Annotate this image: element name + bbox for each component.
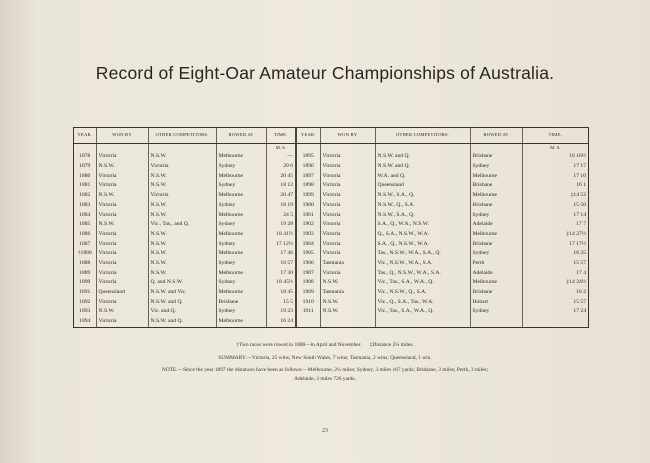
table-header-row	[74, 128, 588, 144]
header-year: YEAR.	[296, 128, 320, 144]
cell-other-competitors: Vic., N.S.W., W.A., S.A.	[375, 259, 470, 269]
cell-won-by: Queensland	[96, 288, 148, 298]
cell-rowed-at: Melbourne	[216, 172, 266, 182]
cell-year: 1896	[296, 162, 320, 172]
cell-other-competitors: Q. and N.S.W.	[148, 278, 216, 288]
cell-rowed-at: Sydney	[216, 220, 266, 230]
table-row	[74, 162, 588, 172]
cell-time: 18 12	[266, 181, 296, 191]
time-units: M. S.	[266, 144, 296, 153]
cell-other-competitors: N.S.W.	[148, 152, 216, 162]
cell-year: 1903	[296, 230, 320, 240]
cell-won-by: Tasmania	[320, 259, 375, 269]
cell-time: ‡14 52	[570, 192, 586, 199]
cell-rowed-at: Sydney	[216, 307, 266, 317]
cell-time: 20 6	[266, 162, 296, 172]
cell-other-competitors: Vic., N.S.W., Q., S.A.	[375, 288, 470, 298]
cell-time: 19 28	[266, 220, 296, 230]
cell-time: 20 47	[266, 191, 296, 201]
cell-year: 1879	[74, 162, 96, 172]
cell-time: 18 41½	[266, 230, 296, 240]
cell-time: 17 17½	[569, 240, 586, 247]
cell-time: 16 57	[266, 259, 296, 269]
cell-rowed-at: Melbourne	[216, 230, 266, 240]
table-row	[74, 230, 588, 240]
cell-won-by: Victoria	[320, 269, 375, 279]
cell-won-by: N.S.W.	[96, 191, 148, 201]
cell-year: 1889	[74, 269, 96, 279]
cell-won-by: Victoria	[96, 298, 148, 308]
table-row	[74, 191, 588, 201]
table-row	[74, 288, 588, 298]
cell-year: 1882	[74, 191, 96, 201]
table-row	[74, 317, 588, 327]
header-time: TIME.	[522, 128, 588, 144]
cell-time: 17 30	[266, 269, 296, 279]
header-rowed-at: ROWED AT	[216, 128, 266, 144]
cell-rowed-at: Melbourne	[470, 172, 522, 182]
cell-won-by: Victoria	[96, 230, 148, 240]
cell-time: 15 5	[266, 298, 296, 308]
cell-time: 20 45	[266, 172, 296, 182]
table-row	[74, 278, 588, 288]
cell-rowed-at: Melbourne	[216, 211, 266, 221]
cell-rowed-at	[470, 317, 522, 327]
cell-year: 1895	[296, 152, 320, 162]
cell-time: 17 17	[573, 163, 586, 170]
cell-other-competitors: Tas., Q., N.S.W., W.A., S.A.	[375, 269, 470, 279]
cell-won-by: Victoria	[320, 162, 375, 172]
cell-other-competitors: Vic. and Q.	[148, 307, 216, 317]
cell-other-competitors: N.S.W.	[148, 240, 216, 250]
cell-other-competitors: N.S.W. and Q.	[148, 317, 216, 327]
cell-year: 1901	[296, 211, 320, 221]
cell-won-by: Victoria	[96, 240, 148, 250]
cell-year: 1897	[296, 172, 320, 182]
cell-won-by	[320, 317, 375, 327]
cell-time: 18 45½	[266, 278, 296, 288]
cell-rowed-at: Melbourne	[216, 269, 266, 279]
cell-time: 15 57	[573, 298, 586, 305]
table-row	[74, 269, 588, 279]
cell-year: 1888	[74, 259, 96, 269]
table-row	[74, 307, 588, 317]
cell-other-competitors: Vic., Tas., and Q.	[148, 220, 216, 230]
note-line-1: NOTE.—Since the year 1897 the distances have been as follows:—Melbourne, 2¼ miles; Sydney, 3 miles 167 yards; Brisbane, 3 miles; Perth, 3 miles;	[161, 367, 489, 373]
cell-won-by: Victoria	[320, 230, 375, 240]
cell-year: 1905	[296, 249, 320, 259]
cell-rowed-at: Brisbane	[216, 298, 266, 308]
cell-time: 18 19	[266, 201, 296, 211]
cell-rowed-at: Sydney	[216, 201, 266, 211]
cell-year: 1911	[296, 307, 320, 317]
cell-time: 17 12½	[266, 240, 296, 250]
cell-rowed-at: Brisbane	[470, 288, 522, 298]
cell-rowed-at: Sydney	[470, 249, 522, 259]
cell-other-competitors: N.S.W.	[148, 211, 216, 221]
cell-other-competitors: N.S.W., S.A., Q.	[375, 191, 470, 201]
cell-won-by: Victoria	[320, 172, 375, 182]
cell-rowed-at: Melbourne	[216, 191, 266, 201]
cell-won-by: Victoria	[96, 152, 148, 162]
cell-year	[296, 317, 320, 327]
cell-other-competitors	[375, 317, 470, 327]
cell-rowed-at: Melbourne	[216, 249, 266, 259]
cell-other-competitors: N.S.W.	[148, 259, 216, 269]
header-other-competitors: OTHER COMPETITORS.	[375, 128, 470, 144]
table-row	[74, 220, 588, 230]
cell-rowed-at: Sydney	[470, 162, 522, 172]
cell-year: 1906	[296, 259, 320, 269]
cell-other-competitors: N.S.W. and Vic.	[148, 288, 216, 298]
cell-other-competitors: Tas., N.S.W., W.A., S.A., Q.	[375, 249, 470, 259]
cell-won-by: N.S.W.	[320, 278, 375, 288]
cell-won-by: Victoria	[96, 201, 148, 211]
cell-other-competitors: N.S.W.	[148, 201, 216, 211]
page-number: 23	[322, 428, 328, 434]
cell-other-competitors: N.S.W. and Q.	[375, 152, 470, 162]
cell-time: 17 4	[576, 269, 586, 276]
cell-rowed-at: Hobart	[470, 298, 522, 308]
cell-other-competitors: S.A., Q., W.A., N.S.W.	[375, 220, 470, 230]
header-won-by: WON BY	[320, 128, 375, 144]
cell-other-competitors: Queensland	[375, 181, 470, 191]
note-line-2: Adelaide, 3 miles 726 yards.	[294, 376, 356, 382]
cell-won-by: Victoria	[320, 249, 375, 259]
cell-won-by: Victoria	[320, 152, 375, 162]
cell-year: 1898	[296, 181, 320, 191]
cell-rowed-at: Brisbane	[470, 240, 522, 250]
cell-year: 1885	[74, 220, 96, 230]
table-row	[74, 201, 588, 211]
header-time: TIME.	[266, 128, 296, 144]
cell-rowed-at: Sydney	[470, 211, 522, 221]
cell-rowed-at: Sydney	[216, 259, 266, 269]
cell-rowed-at: Sydney	[216, 278, 266, 288]
cell-year: 1907	[296, 269, 320, 279]
cell-won-by: Victoria	[96, 172, 148, 182]
table-row	[74, 181, 588, 191]
cell-rowed-at: Melbourne	[216, 152, 266, 162]
cell-rowed-at: Melbourne	[216, 317, 266, 327]
cell-time: 18 45	[266, 288, 296, 298]
cell-year: 1893	[74, 307, 96, 317]
cell-time: 17 14	[573, 211, 586, 218]
cell-other-competitors: Q., S.A., N.S.W., W.A.	[375, 230, 470, 240]
cell-year: 1880	[74, 172, 96, 182]
table-row	[74, 298, 588, 308]
cell-other-competitors: Vic., Tas., S.A., W.A., Q.	[375, 307, 470, 317]
cell-rowed-at: Brisbane	[470, 152, 522, 162]
table-row	[74, 172, 588, 182]
cell-year: 1899	[296, 191, 320, 201]
cell-other-competitors: Vic., Q., S.A., Tas., W.A.	[375, 298, 470, 308]
cell-won-by: N.S.W.	[320, 307, 375, 317]
cell-other-competitors: N.S.W. and Q.	[375, 162, 470, 172]
cell-other-competitors: N.S.W.	[148, 230, 216, 240]
cell-rowed-at: Brisbane	[470, 201, 522, 211]
cell-won-by: Victoria	[320, 191, 375, 201]
cell-other-competitors: Victoria	[148, 191, 216, 201]
table-row	[74, 259, 588, 269]
cell-rowed-at: Adelaide	[470, 269, 522, 279]
cell-rowed-at: Sydney	[216, 240, 266, 250]
cell-won-by: Victoria	[96, 211, 148, 221]
cell-year: 1886	[74, 230, 96, 240]
cell-time	[522, 317, 588, 327]
header-rowed-at: ROWED AT	[470, 128, 522, 144]
cell-time: —	[266, 152, 296, 162]
cell-won-by: Victoria	[96, 278, 148, 288]
cell-rowed-at: Perth	[470, 259, 522, 269]
cell-won-by: Victoria	[320, 240, 375, 250]
cell-rowed-at: Melbourne	[470, 230, 522, 240]
cell-time: 16 24	[266, 317, 296, 327]
page-title: Record of Eight-Oar Amateur Championships of Australia.	[95, 63, 555, 83]
cell-time: 16 16½	[569, 153, 586, 160]
cell-won-by: Victoria	[96, 269, 148, 279]
cell-year: †1888	[74, 249, 96, 259]
cell-time: 17 46	[266, 249, 296, 259]
cell-year: 1904	[296, 240, 320, 250]
time-units: M. S.	[550, 144, 561, 150]
cell-other-competitors: N.S.W., Q., S.A.	[375, 201, 470, 211]
cell-year: 1883	[74, 201, 96, 211]
table-row	[74, 240, 588, 250]
header-year: YEAR.	[74, 128, 96, 144]
cell-other-competitors: N.S.W., S.A., Q.	[375, 211, 470, 221]
footnote-line	[0, 342, 650, 348]
cell-time: 17 24	[573, 308, 586, 315]
cell-rowed-at: Brisbane	[470, 181, 522, 191]
cell-rowed-at: Sydney	[216, 162, 266, 172]
cell-rowed-at: Sydney	[216, 181, 266, 191]
cell-year: 1908	[296, 278, 320, 288]
cell-year: 1887	[74, 240, 96, 250]
cell-year: 1890	[74, 278, 96, 288]
cell-year: 1900	[296, 201, 320, 211]
championship-table	[73, 127, 589, 328]
cell-won-by: Victoria	[96, 249, 148, 259]
cell-time: 17 7	[576, 221, 586, 228]
cell-won-by: Victoria	[320, 220, 375, 230]
cell-other-competitors: N.S.W.	[148, 269, 216, 279]
cell-year: 1909	[296, 288, 320, 298]
table-row	[74, 249, 588, 259]
cell-won-by: Victoria	[320, 201, 375, 211]
cell-won-by: N.S.W.	[96, 307, 148, 317]
cell-year: 1910	[296, 298, 320, 308]
cell-time: 15 50	[573, 201, 586, 208]
cell-won-by: Victoria	[320, 181, 375, 191]
cell-other-competitors: N.S.W.	[148, 249, 216, 259]
cell-time: 16 1	[576, 182, 586, 189]
cell-won-by: Victoria	[96, 317, 148, 327]
cell-rowed-at: Melbourne	[470, 278, 522, 288]
cell-time: 24 5	[266, 211, 296, 221]
footnote-distance: ‡Distance 2¼ miles.	[369, 342, 414, 348]
cell-year: 1881	[74, 181, 96, 191]
cell-year: 1878	[74, 152, 96, 162]
cell-won-by: Victoria	[320, 211, 375, 221]
cell-won-by: Victoria	[96, 259, 148, 269]
cell-other-competitors: N.S.W.	[148, 172, 216, 182]
units-row	[74, 144, 588, 153]
cell-year: 1891	[74, 288, 96, 298]
cell-year: 1902	[296, 220, 320, 230]
cell-won-by: N.S.W.	[320, 298, 375, 308]
cell-other-competitors: N.S.W. and Q.	[148, 298, 216, 308]
cell-won-by: N.S.W.	[96, 220, 148, 230]
table-row	[74, 152, 588, 162]
cell-time: 15 57	[573, 259, 586, 266]
footnote-two-races: †Two races were rowed in 1888—in April and November.	[236, 342, 362, 348]
cell-other-competitors: Victoria	[148, 162, 216, 172]
cell-time: ‡14 24½	[566, 279, 586, 286]
header-other-competitors: OTHER COMPETITORS.	[148, 128, 216, 144]
cell-other-competitors: S.A., Q., N.S.W., W.A.	[375, 240, 470, 250]
cell-other-competitors: W.A. and Q.	[375, 172, 470, 182]
cell-time: ‡14 27½	[566, 230, 586, 237]
cell-rowed-at: Adelaide	[470, 220, 522, 230]
cell-other-competitors: N.S.W.	[148, 181, 216, 191]
cell-year: 1884	[74, 211, 96, 221]
cell-won-by: N.S.W.	[96, 162, 148, 172]
cell-rowed-at: Sydney	[470, 307, 522, 317]
championship-table-grid	[74, 128, 588, 327]
cell-won-by: Victoria	[96, 181, 148, 191]
cell-time: 17 10	[573, 172, 586, 179]
cell-other-competitors: Vic., Tas., S.A., W.A., Q.	[375, 278, 470, 288]
cell-time: 19 23	[266, 307, 296, 317]
cell-time: 16 2	[576, 289, 586, 296]
cell-rowed-at: Melbourne	[216, 288, 266, 298]
cell-time: 16 25	[573, 250, 586, 257]
cell-year: 1892	[74, 298, 96, 308]
cell-year: 1894	[74, 317, 96, 327]
header-won-by: WON BY	[96, 128, 148, 144]
cell-rowed-at: Melbourne	[470, 191, 522, 201]
cell-won-by: Tasmania	[320, 288, 375, 298]
summary-line: SUMMARY.—Victoria, 25 wins; New South Wales, 7 wins; Tasmania, 2 wins; Queensland, 1 win.	[218, 355, 432, 361]
table-row	[74, 211, 588, 221]
